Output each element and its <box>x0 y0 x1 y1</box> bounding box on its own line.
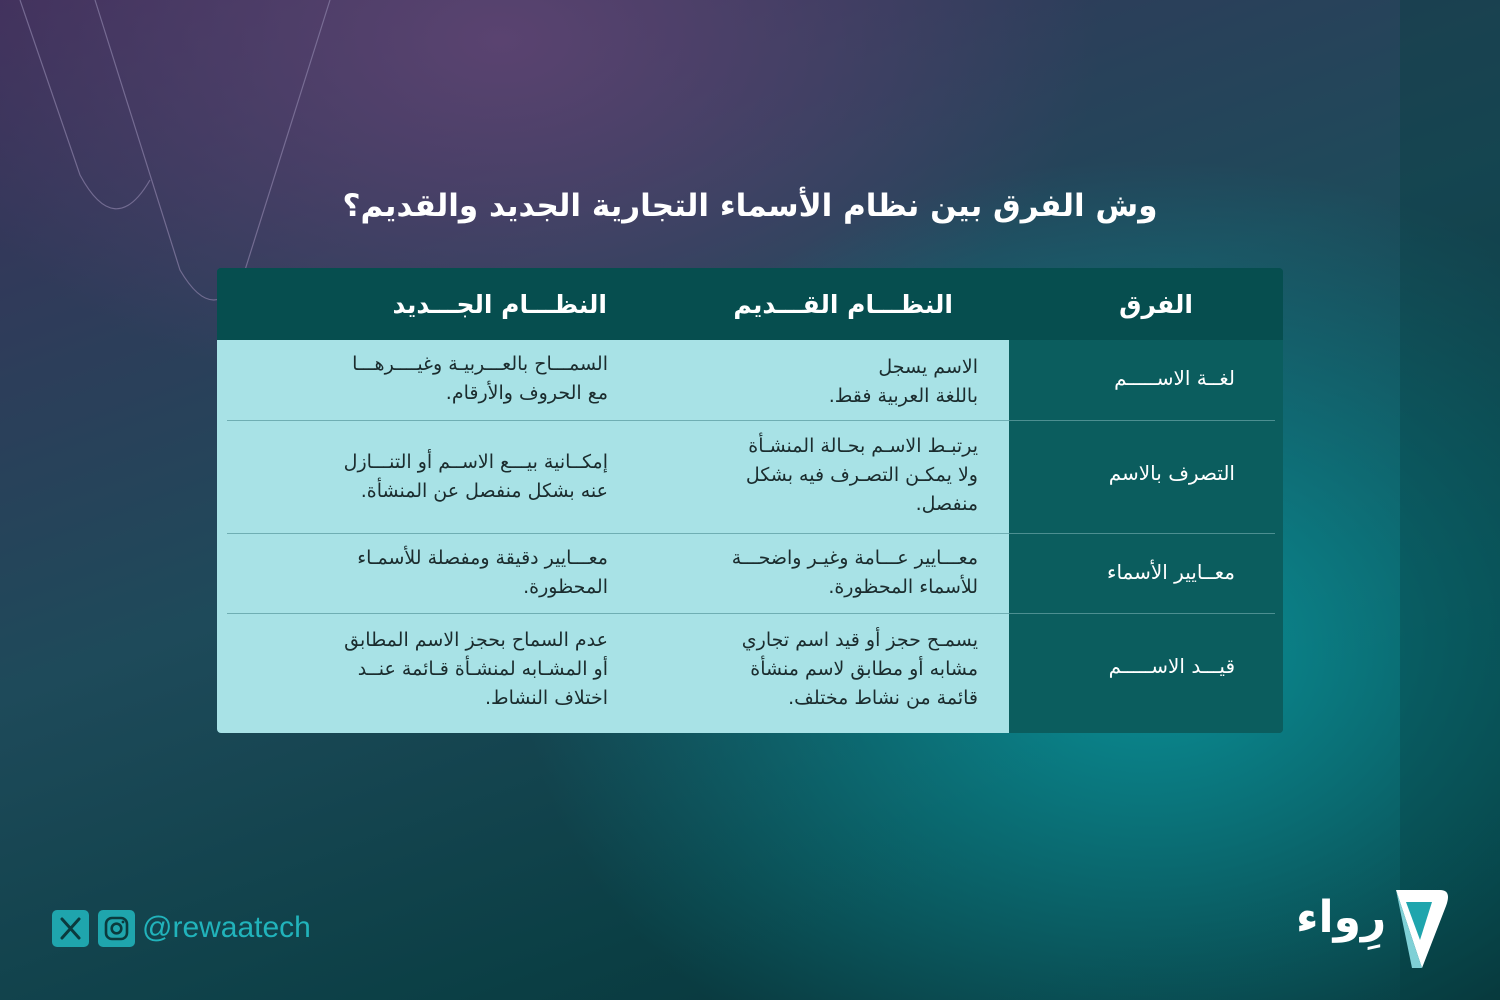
comparison-table <box>217 268 1283 733</box>
row-new-cell <box>238 448 608 506</box>
table-row <box>217 340 1283 420</box>
header-difference: الفرق <box>1119 290 1193 319</box>
cell-line: مع الحروف والأرقام. <box>445 382 608 404</box>
row-new-cell <box>238 350 608 408</box>
row-new-cell <box>238 626 608 713</box>
cell-line: مشابه أو مطابق لاسم منشأة <box>750 658 978 680</box>
cell-line: عدم السماح بحجز الاسم المطابق <box>344 629 608 651</box>
instagram-icon[interactable] <box>98 910 135 947</box>
row-old-cell <box>648 544 978 602</box>
cell-line: اختلاف النشاط. <box>485 687 608 709</box>
table-row <box>217 614 1283 733</box>
cell-line: معـــايير عـــامة وغيـر واضحـــة <box>731 547 978 569</box>
cell-line: باللغة العربية فقط. <box>828 385 978 407</box>
cell-line: السمـــاح بالعـــربيـة وغيــــرهـــا <box>352 353 608 375</box>
cell-line: قائمة من نشاط مختلف. <box>788 687 978 709</box>
row-old-cell <box>648 626 978 713</box>
row-difference-label: لغــة الاســـــم <box>1114 366 1235 390</box>
brand-logo <box>1296 884 1456 974</box>
social-handle[interactable]: @rewaatech <box>142 911 311 944</box>
cell-line: ولا يمكـن التصـرف فيه بشكل <box>745 464 978 486</box>
header-old-system: النظـــام القـــديم <box>733 290 953 319</box>
cell-line: عنه بشكل منفصل عن المنشأة. <box>360 480 608 502</box>
cell-line: للأسماء المحظورة. <box>828 576 978 598</box>
cell-line: منفصل. <box>915 493 978 515</box>
header-new-system: النظـــام الجـــديد <box>392 290 607 319</box>
table-row <box>217 534 1283 613</box>
cell-line: معـــايير دقيقة ومفصلة للأسمـاء <box>357 547 608 569</box>
table-row <box>217 421 1283 533</box>
row-difference-label: التصرف بالاسم <box>1108 461 1235 485</box>
row-old-cell <box>648 432 978 519</box>
logo-wordmark: رِواء <box>1296 892 1387 943</box>
table-header <box>217 268 1283 340</box>
row-old-cell <box>648 353 978 411</box>
cell-line: يرتبـط الاسـم بحـالة المنشـأة <box>748 435 978 457</box>
cell-line: يسمـح حجز أو قيد اسم تجاري <box>741 629 978 651</box>
row-difference-label: معــايير الأسماء <box>1107 560 1235 584</box>
cell-line: الاسم يسجل <box>878 356 978 378</box>
cell-line: المحظورة. <box>523 576 608 598</box>
x-icon[interactable] <box>52 910 89 947</box>
cell-line: أو المشـابه لمنشـأة قـائمة عنــد <box>357 658 608 680</box>
right-decorative-band <box>1400 0 1500 1000</box>
logo-mark-icon <box>1392 884 1454 974</box>
row-difference-label: قيـــد الاســـــم <box>1108 654 1235 678</box>
page-title: وش الفرق بين نظام الأسماء التجارية الجديد والقديم؟ <box>342 188 1158 224</box>
cell-line: إمكــانية بيـــع الاســم أو التنـــازل <box>343 451 608 473</box>
row-new-cell <box>238 544 608 602</box>
